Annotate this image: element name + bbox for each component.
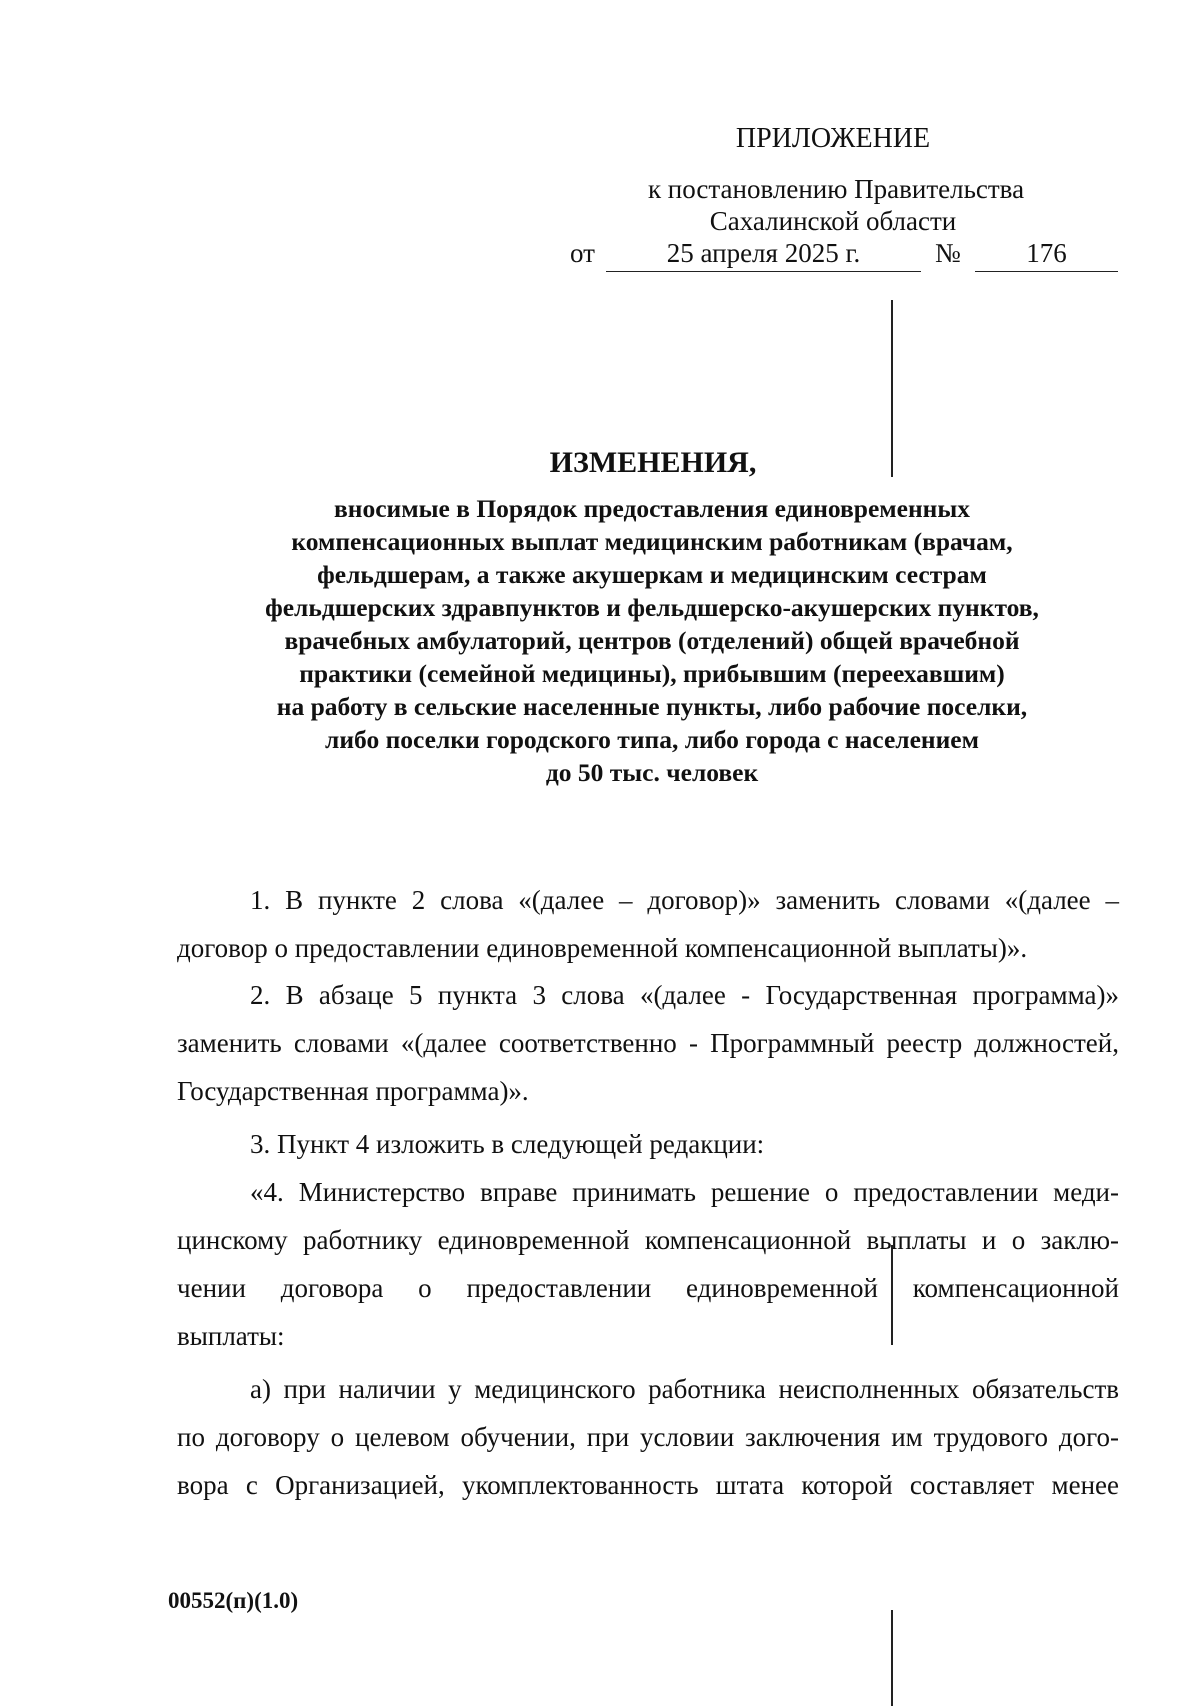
- paragraph-2-line-3: Государственная программа)».: [177, 1076, 529, 1106]
- subtitle-line: на работу в сельские населенные пункты, либо рабочие поселки,: [276, 692, 1028, 721]
- paragraph-4-line-2: цинскому работнику единовременной компенсационной выплаты и о заклю-: [177, 1225, 1119, 1255]
- paragraph-2-line-1: 2. В абзаце 5 пункта 3 слова «(далее - Государственная программа)»: [250, 980, 1119, 1010]
- paragraph-2-line-2: заменить словами «(далее соответственно - Программный реестр должностей,: [177, 1028, 1119, 1058]
- paragraph-1-line-2: договор о предоставлении единовременной компенсационной выплаты)».: [177, 933, 1028, 963]
- resolution-number: 176: [975, 238, 1118, 272]
- subtitle-line: до 50 тыс. человек: [545, 758, 759, 787]
- resolution-date: 25 апреля 2025 г.: [606, 238, 921, 272]
- subtitle-line: практики (семейной медицины), прибывшим (переехавшим): [299, 659, 1005, 688]
- paragraph-1: [177, 876, 1119, 972]
- appendix-line-2: Сахалинской области: [709, 206, 957, 236]
- paragraph-3-line-1: 3. Пункт 4 изложить в следующей редакции:: [250, 1129, 765, 1159]
- subtitle-line: компенсационных выплат медицинским работникам (врачам,: [291, 527, 1013, 556]
- subtitle-line: фельдшерам, а также акушеркам и медицинским сестрам: [317, 560, 987, 589]
- scan-mark-top: [891, 300, 893, 477]
- subtitle-line: вносимые в Порядок предоставления единовременных: [333, 494, 971, 523]
- document-heading: ИЗМЕНЕНИЯ,: [549, 446, 757, 479]
- paragraph-4-line-1: «4. Министерство вправе принимать решение о предоставлении меди-: [250, 1177, 1119, 1207]
- paragraph-1-line-1: 1. В пункте 2 слова «(далее – договор)» заменить словами «(далее –: [250, 885, 1119, 915]
- subtitle-line: врачебных амбулаторий, центров (отделений) общей врачебной: [284, 626, 1020, 655]
- paragraph-2: [177, 971, 1119, 1115]
- paragraph-5-line-1: а) при наличии у медицинского работника неисполненных обязательств: [250, 1374, 1119, 1404]
- paragraph-4-line-4: выплаты:: [177, 1321, 285, 1351]
- scan-mark-bottom: [891, 1610, 893, 1706]
- subtitle-line: либо поселки городского типа, либо города с населением: [325, 725, 979, 754]
- appendix-line-1: к постановлению Правительства: [647, 174, 1025, 204]
- from-label: от: [570, 238, 595, 268]
- paragraph-5-line-2: по договору о целевом обучении, при условии заключения им трудового дого-: [177, 1422, 1119, 1452]
- paragraph-4-line-3: чении договора о предоставлении единовременной компенсационной: [177, 1273, 1119, 1303]
- paragraph-4: [177, 1168, 1119, 1360]
- number-label: №: [935, 238, 961, 268]
- paragraph-5: [177, 1365, 1119, 1509]
- subtitle-line: фельдшерских здравпунктов и фельдшерско-акушерских пунктов,: [265, 593, 1039, 622]
- paragraph-3: [177, 1120, 1119, 1168]
- document-code: 00552(п)(1.0): [168, 1588, 299, 1613]
- appendix-title: ПРИЛОЖЕНИЕ: [735, 123, 931, 154]
- paragraph-5-line-3: вора с Организацией, укомплектованность штата которой составляет менее: [177, 1470, 1119, 1500]
